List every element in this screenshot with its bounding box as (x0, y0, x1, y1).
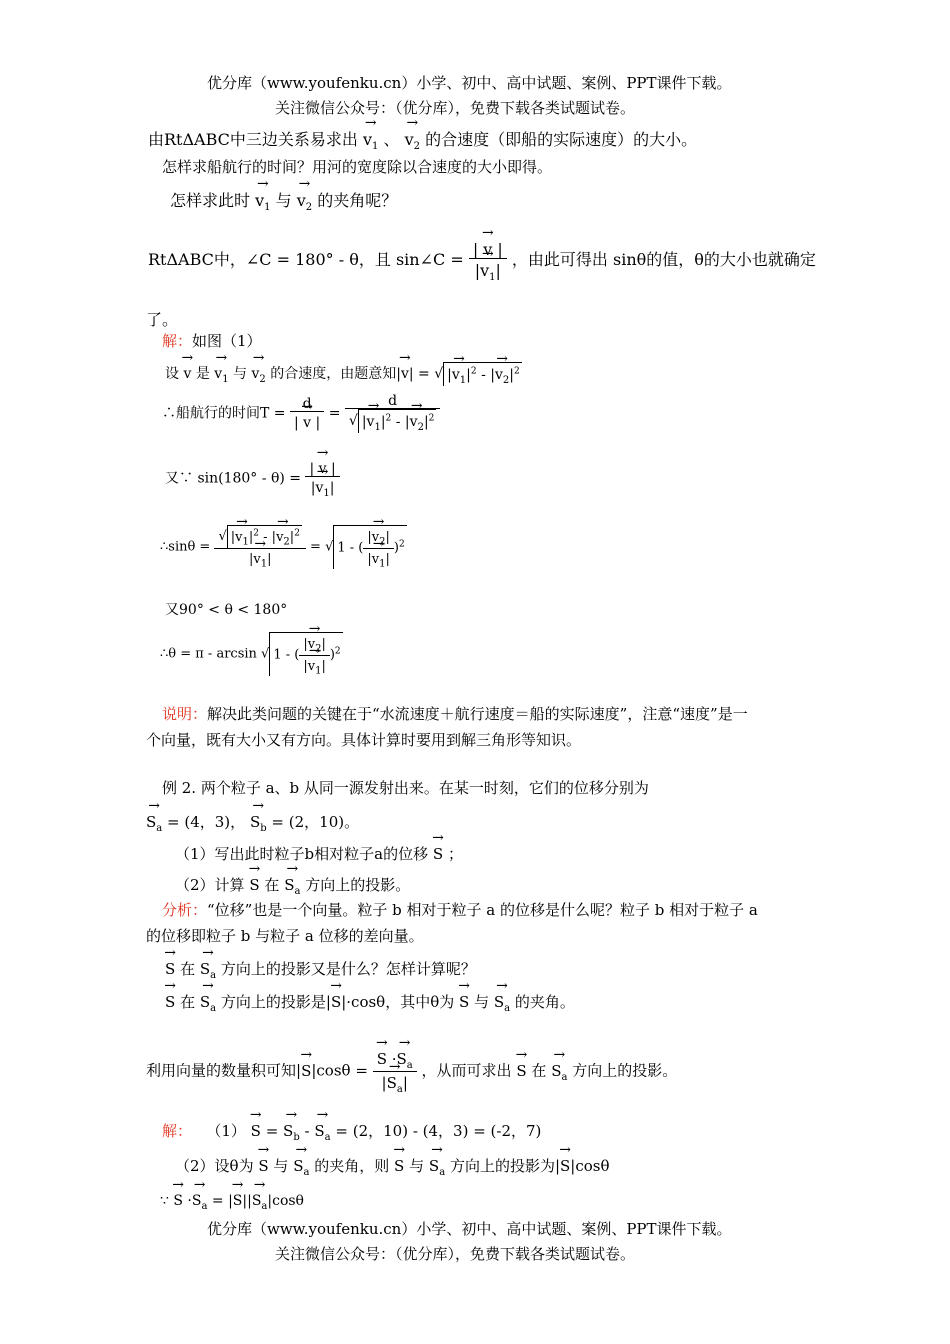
example-2-line-1: 例 2. 两个粒子 a、b 从同一源发射出来。在某一时刻，它们的位移分别为 (162, 779, 649, 797)
footer-line-1: 优分库（www.youfenku.cn）小学、初中、高中试题、案例、PPT课件下载。 (207, 1220, 732, 1238)
example-2-displacements: → $S_a = (4$，3)， → $S_b = (2$，10)。 (146, 811, 359, 834)
solution-1-theta-range: 又90° < θ < 180° (165, 602, 288, 618)
solution-2-line-2: （2）设θ为 → S 与 → $S_a$ 的夹角，则 → S 与 → $S_a$ 方向上的投影为|→ S|cosθ (175, 1155, 610, 1178)
example-2-question-2: （2）计算 → S 在 → $S_a$ 方向上的投影。 (175, 874, 410, 897)
solution-2-line-3: ∵ → $S \cdot\to S_a$ = |→ $S||\to S_a|\cos\theta$ (160, 1190, 304, 1212)
note-line-2: 个向量，既有大小又有方向。具体计算时要用到解三角形等知识。 (146, 731, 582, 749)
solution-1-line-1: 设 → v 是 → $v_1$ 与 → $v_2$ 的合速度，由题意知|→ v| = √ |→ $v_1|^2$ - |→ $v_2|^2$ (165, 362, 522, 386)
analysis-line-5: 利用向量的数量积可知|→ S|cosθ = → $\frac{S \cdot\to S_a}{|\to S_a|}$ ，从而可求出 → S 在 → $S_a$ 方向上的投影。 (146, 1048, 677, 1095)
paragraph-resultant-speed: 由RtΔABC中三边关系易求出 → $v_1$ 、 → $v_2$ 的合速度（即船的实际速度）的大小。 (148, 128, 697, 152)
solution-1-time: ∴船航行的时间T = $\frac{d}{| \to v |}$ = $\frac{d}{√ |\to v_1|^2 - |\to v_2|^2}$ (162, 394, 440, 433)
note-line-1: 说明：解决此类问题的关键在于“水流速度＋航行速度＝船的实际速度”，注意“速度”是一 (162, 705, 748, 723)
analysis-line-3: → S 在 → $S_a$ 方向上的投影又是什么？怎样计算呢？ (165, 958, 476, 981)
solution-1-intro: 解：如图（1） (162, 332, 262, 350)
analysis-line-1: 分析：“位移”也是一个向量。粒子 b 相对于粒子 a 的位移是什么呢？粒子 b 相对于粒子 a (162, 901, 758, 919)
paragraph-angle-question: 怎样求此时 → $v_1$ 与 → $v_2$ 的夹角呢？ (170, 189, 397, 213)
analysis-label: 分析： (162, 901, 208, 919)
footer-line-2: 关注微信公众号：（优分库），免费下载各类试题试卷。 (275, 1245, 636, 1263)
header-line-1: 优分库（www.youfenku.cn）小学、初中、高中试题、案例、PPT课件下载。 (207, 74, 732, 92)
solution-1-theta-value: ∴θ = π - arcsin √ 1 - ( $\frac{|\to v_2|}{|\to v_1|}$ )$^2$ (160, 632, 343, 676)
paragraph-sin-c-end: 了。 (146, 310, 179, 329)
paragraph-sin-c: RtΔABC中，∠C = 180° - θ，且 sin∠C = → $\frac{| v |}{|\to v_1|}$ ，由此可得出 sinθ的值，θ的大小也就确定 (148, 238, 816, 283)
paragraph-time-question: 怎样求船航行的时间？用河的宽度除以合速度的大小即得。 (162, 158, 553, 176)
example-2-question-1: （1）写出此时粒子b相对粒子a的位移 → S ； (175, 843, 463, 862)
solution-label: 解： (162, 332, 193, 350)
note-label: 说明： (162, 705, 208, 723)
solution-1-sin-180: 又∵ sin(180° - θ) = $\frac{| \to v |}{|\to v_1|}$ (165, 458, 340, 499)
analysis-line-4: → S 在 → $S_a$ 方向上的投影是|→ S|·cosθ，其中θ为 → S 与 → $S_a$ 的夹角。 (165, 991, 575, 1014)
solution-2-label: 解： (162, 1122, 193, 1140)
solution-1-sin-theta: ∴sinθ = $\frac{√ |\to v_1|^2 - |\to v_2|^2}{|\to v_1|}$ = √ 1 - ( $\frac{|\to v_2|}{|\to v_1|}$ )$^2$ (160, 525, 407, 569)
analysis-line-2: 的位移即粒子 b 与粒子 a 位移的差向量。 (146, 927, 424, 945)
solution-2-line-1: 解： （1） → S = → $S_b$ - → $S_a = (2$，10) - (4，3) = (-2，7) (162, 1120, 541, 1143)
header-line-2: 关注微信公众号：（优分库），免费下载各类试题试卷。 (275, 99, 636, 117)
